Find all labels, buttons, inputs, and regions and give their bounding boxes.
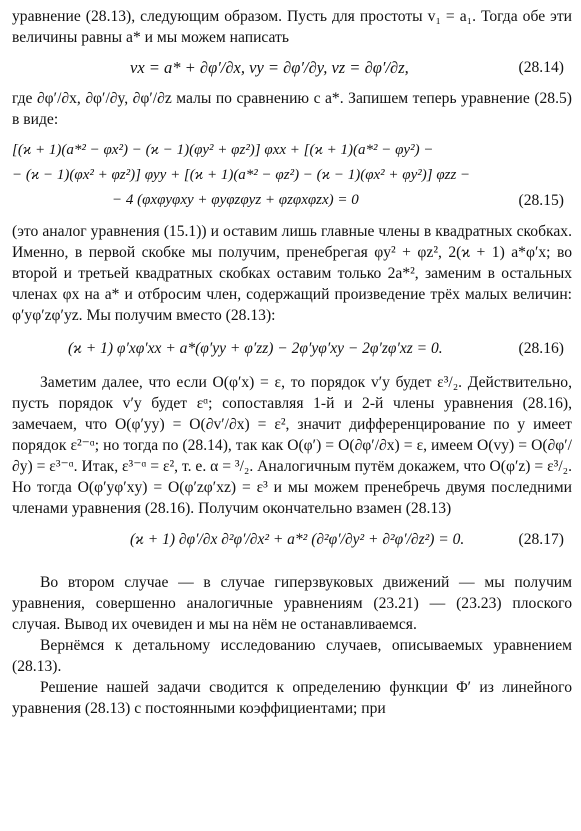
paragraph-7: Решение нашей задачи сводится к определению функции Φ′ из линейного уравнения (28.13) с постоянными коэффициентами; при xyxy=(12,679,572,717)
paragraph-4: Заметим далее, что если O(φ′x) = ε, то порядок v′y будет ε³/₂. Действительно, пусть порядок v′y будет εᵅ; сопоставляя 1-й и 2-й члены уравнения (28.16), замечаем, что O(φ′yy) = O(∂v′/∂x) = ε², значит дифференцирование по y имеет порядок ε²⁻ᵅ; но тогда по (28.14), так как O(φ′) = O(∂φ′/∂x) = ε, имеем O(vy) = O(∂φ′/∂y) = ε³⁻ᵅ. Итак, ε³⁻ᵅ = ε², т. е. α = ³/₂. Аналогичным путём докажем, что O(φ′z) = ε³/₂. Но тогда O(φ′yφ′xy) = O(φ′zφ′xz) = ε³ и мы можем пренебречь двумя последними членами уравнения (28.16). Получим окончательно взамен (28.13) xyxy=(12,374,572,517)
equation-28-16-number: (28.16) xyxy=(518,340,564,357)
equation-28-16 xyxy=(12,334,572,364)
equation-28-17-number: (28.17) xyxy=(518,531,564,548)
equation-28-15-line-2: − (ϰ − 1)(φx² + φz²)] φyy + [(ϰ + 1)(a*² − φz²) − (ϰ − 1)(φx² + φy²)] φzz − xyxy=(12,167,471,183)
equation-28-17-body: (ϰ + 1) ∂φ′/∂x ∂²φ′/∂x² + a*² (∂²φ′/∂y² + ∂²φ′/∂z²) = 0. xyxy=(130,531,465,548)
equation-28-14-body: vx = a* + ∂φ′/∂x, vy = ∂φ′/∂y, vz = ∂φ′/∂z, xyxy=(130,58,409,77)
paragraph-3: (это аналог уравнения (15.1)) и оставим лишь главные члены в квадратных скобках. Именно, в первой скобке мы получим, пренебрегая φy² + φz², 2(ϰ + 1) a*φ′x; во второй и третьей квадратных скобках оставим только 2a*², заменим в остальных членах φx на a* и отбросим член, содержащий произведение трёх малых величин: φ′yφ′zφ′yz. Мы получим вместо (28.13): xyxy=(12,223,572,324)
equation-28-15-number: (28.15) xyxy=(518,192,564,209)
paragraph-1: уравнение (28.13), следующим образом. Пусть для простоты v₁ = a₁. Тогда обе эти величины равны a* и мы можем написать xyxy=(12,8,572,46)
page xyxy=(12,6,572,719)
equation-28-15 xyxy=(12,138,572,213)
equation-28-15-line-1: [(ϰ + 1)(a*² − φx²) − (ϰ − 1)(φy² + φz²)] φxx + [(ϰ + 1)(a*² − φy²) − xyxy=(12,142,434,158)
paragraph-6: Вернёмся к детальному исследованию случаев, описываемых уравнением (28.13). xyxy=(12,637,572,675)
equation-28-15-line-3 xyxy=(12,188,572,213)
paragraph-5: Во втором случае — в случае гиперзвуковых движений — мы получим уравнения, совершенно аналогичные уравнениям (23.21) — (23.23) плоского случая. Вывод их очевиден и мы на нём не останавливаемся. xyxy=(12,574,572,633)
paragraph-2: где ∂φ′/∂x, ∂φ′/∂y, ∂φ′/∂z малы по сравнению с a*. Запишем теперь уравнение (28.5) в виде: xyxy=(12,90,572,128)
equation-28-15-line-3-body: − 4 (φxφyφxy + φyφzφyz + φzφxφzx) = 0 xyxy=(112,192,359,208)
equation-28-14 xyxy=(12,51,572,85)
equation-28-14-number: (28.14) xyxy=(518,59,564,76)
equation-28-16-body: (ϰ + 1) φ′xφ′xx + a*(φ′yy + φ′zz) − 2φ′yφ′xy − 2φ′zφ′xz = 0. xyxy=(68,340,443,357)
equation-28-17 xyxy=(12,522,572,558)
